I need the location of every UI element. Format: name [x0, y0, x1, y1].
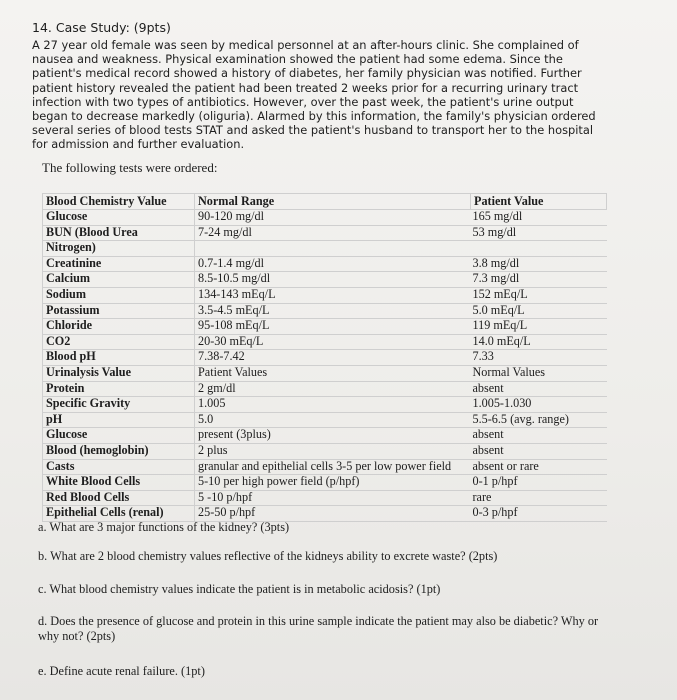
table-header-row: [43, 194, 607, 210]
row-label-cell: Potassium: [43, 303, 195, 319]
table-row: [43, 428, 607, 444]
patient-value-cell: 0-1 p/hpf: [471, 475, 607, 491]
patient-value-cell: 7.33: [471, 350, 607, 366]
table-row: [43, 210, 607, 226]
normal-range-cell: 0.7-1.4 mg/dl: [195, 256, 471, 272]
table-row: [43, 256, 607, 272]
normal-range-cell: 95-108 mEq/L: [195, 319, 471, 335]
patient-value-cell: absent: [471, 443, 607, 459]
patient-value-cell: 5.0 mEq/L: [471, 303, 607, 319]
table-row: [43, 272, 607, 288]
row-label-cell: pH: [43, 412, 195, 428]
patient-value-cell: Normal Values: [471, 365, 607, 381]
table-row: [43, 459, 607, 475]
table-row: [43, 319, 607, 335]
patient-value-cell: 53 mg/dl: [471, 225, 607, 241]
table-row: [43, 490, 607, 506]
row-label-cell: Calcium: [43, 272, 195, 288]
patient-value-cell: 3.8 mg/dl: [471, 256, 607, 272]
lab-results-table: [42, 193, 607, 522]
normal-range-cell: 1.005: [195, 397, 471, 413]
normal-range-cell: 7.38-7.42: [195, 350, 471, 366]
case-study-paragraph: A 27 year old female was seen by medical personnel at an after-hours clinic. She complained of nausea and weakness. Physical examination showed the patient had some edema. Since the patient's medical record showed a history of diabetes, her family physician was notified. Further patient history revealed the patient had been treated 2 weeks prior for a recurring urinary tract infection with two types of antibiotics. However, over the past week, the patient's urine output began to decrease markedly (oliguria). Alarmed by this information, the family's physician ordered several series of blood tests STAT and asked the patient's husband to transport her to the hospital for admission and further evaluation.: [32, 38, 596, 152]
question-e: e. Define acute renal failure. (1pt): [38, 664, 205, 678]
row-label-cell: Blood pH: [43, 350, 195, 366]
normal-range-cell: 5-10 per high power field (p/hpf): [195, 475, 471, 491]
table-row: [43, 443, 607, 459]
row-label-cell: BUN (Blood Urea: [43, 225, 195, 241]
patient-value-cell: 5.5-6.5 (avg. range): [471, 412, 607, 428]
normal-range-cell: 90-120 mg/dl: [195, 210, 471, 226]
question-a: a. What are 3 major functions of the kidney? (3pts): [38, 520, 290, 534]
table-row: [43, 381, 607, 397]
table-row: [43, 412, 607, 428]
normal-range-cell: present (3plus): [195, 428, 471, 444]
normal-range-cell: 20-30 mEq/L: [195, 334, 471, 350]
row-label-cell: Red Blood Cells: [43, 490, 195, 506]
row-label-cell: Casts: [43, 459, 195, 475]
patient-value-cell: 14.0 mEq/L: [471, 334, 607, 350]
patient-value-cell: 152 mEq/L: [471, 287, 607, 303]
table-row: [43, 225, 607, 241]
question-heading: 14. Case Study: (9pts): [32, 20, 171, 35]
table-row: [43, 303, 607, 319]
table-row: [43, 397, 607, 413]
table-row: [43, 475, 607, 491]
table-row: [43, 241, 607, 257]
patient-value-cell: 1.005-1.030: [471, 397, 607, 413]
table-row: [43, 350, 607, 366]
row-label-cell: Sodium: [43, 287, 195, 303]
tests-label: The following tests were ordered:: [42, 160, 218, 175]
patient-value-cell: [471, 241, 607, 257]
row-label-cell: Epithelial Cells (renal): [43, 506, 195, 522]
patient-value-cell: absent: [471, 381, 607, 397]
normal-range-cell: 134-143 mEq/L: [195, 287, 471, 303]
table-row: [43, 365, 607, 381]
header-blood-chemistry: Blood Chemistry Value: [43, 194, 195, 210]
row-label-cell: Protein: [43, 381, 195, 397]
normal-range-cell: 5.0: [195, 412, 471, 428]
table-row: [43, 287, 607, 303]
row-label-cell: Urinalysis Value: [43, 365, 195, 381]
row-label-cell: Specific Gravity: [43, 397, 195, 413]
patient-value-cell: absent: [471, 428, 607, 444]
normal-range-cell: 3.5-4.5 mEq/L: [195, 303, 471, 319]
header-patient-value: Patient Value: [471, 194, 607, 210]
row-label-cell: CO2: [43, 334, 195, 350]
patient-value-cell: absent or rare: [471, 459, 607, 475]
row-label-cell: Blood (hemoglobin): [43, 443, 195, 459]
question-b: b. What are 2 blood chemistry values reflective of the kidneys ability to excrete waste? (2pts): [38, 549, 498, 563]
patient-value-cell: 165 mg/dl: [471, 210, 607, 226]
header-normal-range: Normal Range: [195, 194, 471, 210]
patient-value-cell: 119 mEq/L: [471, 319, 607, 335]
normal-range-cell: Patient Values: [195, 365, 471, 381]
patient-value-cell: 0-3 p/hpf: [471, 506, 607, 522]
row-label-cell: Creatinine: [43, 256, 195, 272]
patient-value-cell: 7.3 mg/dl: [471, 272, 607, 288]
normal-range-cell: 5 -10 p/hpf: [195, 490, 471, 506]
normal-range-cell: 2 plus: [195, 443, 471, 459]
question-c: c. What blood chemistry values indicate the patient is in metabolic acidosis? (1pt): [38, 582, 441, 596]
row-label-cell: Chloride: [43, 319, 195, 335]
table-row: [43, 334, 607, 350]
normal-range-cell: 25-50 p/hpf: [195, 506, 471, 522]
normal-range-cell: granular and epithelial cells 3-5 per low power field: [195, 459, 471, 475]
normal-range-cell: 2 gm/dl: [195, 381, 471, 397]
normal-range-cell: [195, 241, 471, 257]
row-label-cell: White Blood Cells: [43, 475, 195, 491]
normal-range-cell: 7-24 mg/dl: [195, 225, 471, 241]
row-label-cell: Glucose: [43, 210, 195, 226]
row-label-cell: Glucose: [43, 428, 195, 444]
row-label-cell: Nitrogen): [43, 241, 195, 257]
patient-value-cell: rare: [471, 490, 607, 506]
question-d: d. Does the presence of glucose and protein in this urine sample indicate the patient may also be diabetic? Why or why not? (2pts): [38, 614, 599, 643]
normal-range-cell: 8.5-10.5 mg/dl: [195, 272, 471, 288]
